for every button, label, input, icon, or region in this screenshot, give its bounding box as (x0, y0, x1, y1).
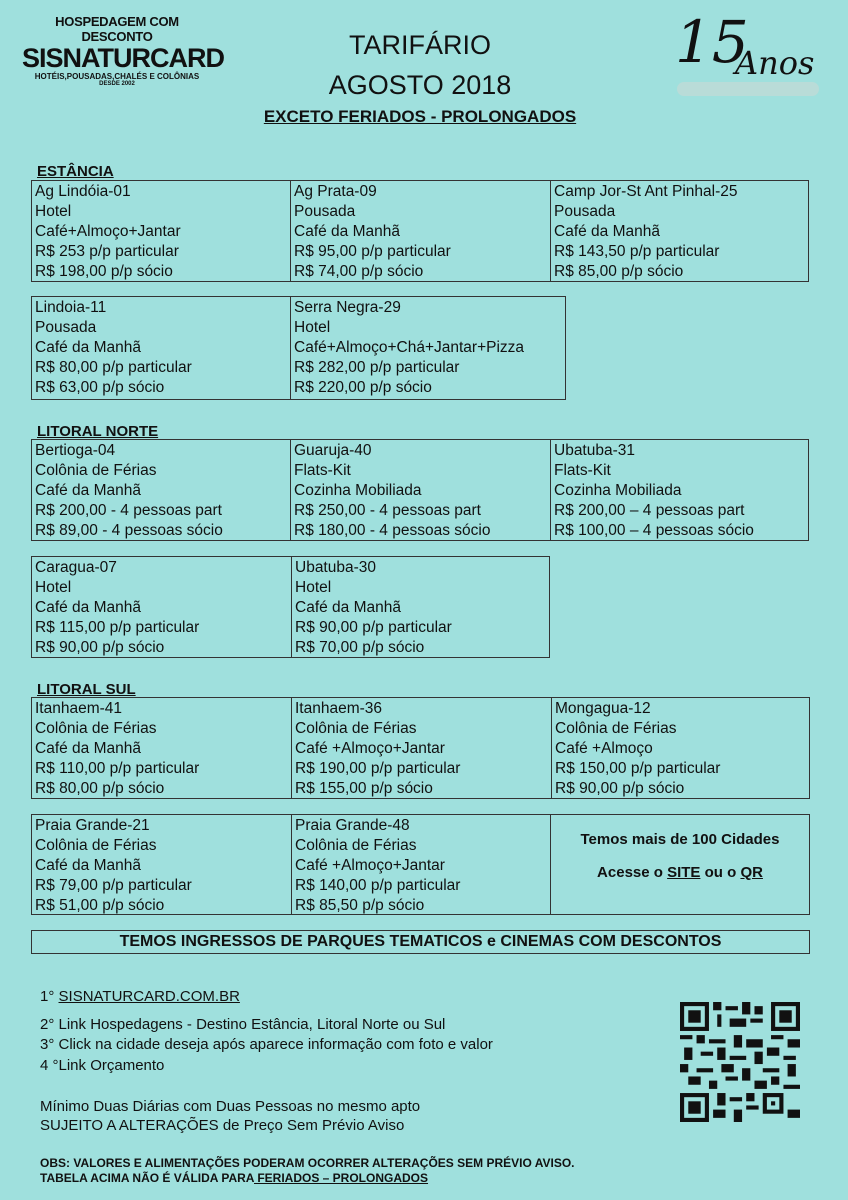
step-3: 3° Click na cidade deseja após aparece informação com foto e valor (40, 1036, 493, 1053)
offer-type: Pousada (294, 203, 356, 220)
offer-type: Colônia de Férias (295, 720, 417, 737)
offer-price-socio: R$ 74,00 p/p sócio (294, 263, 424, 280)
offer-type: Flats-Kit (294, 462, 351, 479)
offer-card (291, 697, 552, 799)
step-4: 4 °Link Orçamento (40, 1057, 165, 1074)
info-access-mid: ou o (700, 864, 741, 881)
offer-price-particular: R$ 143,50 p/p particular (554, 243, 720, 260)
offer-price-socio: R$ 80,00 p/p sócio (35, 780, 165, 797)
logo-since: DESDE 2002 (99, 81, 135, 87)
logo-brand: SISNATURCARD (22, 43, 224, 73)
promo-banner: TEMOS INGRESSOS DE PARQUES TEMATICOS e CINEMAS COM DESCONTOS (31, 930, 810, 954)
offer-city: Ubatuba-31 (554, 442, 636, 459)
offer-meals: Café da Manhã (35, 339, 141, 356)
logo-tagline: HOSPEDAGEM COM DESCONTO (55, 14, 179, 44)
anniversary-number: 15 (675, 8, 749, 76)
offer-meals: Café da Manhã (35, 599, 141, 616)
offer-card (291, 814, 551, 915)
offer-city: Itanhaem-36 (295, 700, 383, 717)
obs-line-1: OBS: VALORES E ALIMENTAÇÕES PODERAM OCORRER ALTERAÇÕES SEM PRÉVIO AVISO. (40, 1156, 575, 1170)
brand-logo (22, 14, 224, 87)
info-box (550, 814, 810, 915)
offer-meals: Café +Almoço+Jantar (295, 857, 445, 874)
offer-type: Colônia de Férias (35, 837, 157, 854)
offer-city: Serra Negra-29 (294, 299, 401, 316)
offer-card (290, 439, 551, 541)
offer-price-particular: R$ 95,00 p/p particular (294, 243, 451, 260)
obs-line-2-prefix: TABELA ACIMA NÃO É VÁLIDA PARA (40, 1171, 254, 1185)
offer-price-particular: R$ 200,00 – 4 pessoas part (554, 502, 745, 519)
offer-meals: Café da Manhã (35, 740, 141, 757)
offer-price-particular: R$ 110,00 p/p particular (35, 760, 200, 777)
offer-meals: Café da Manhã (295, 599, 401, 616)
offer-card (290, 296, 566, 400)
offer-city: Ag Prata-09 (294, 183, 377, 200)
qr-code-icon[interactable] (680, 1002, 800, 1122)
offer-city: Ubatuba-30 (295, 559, 377, 576)
offer-type: Flats-Kit (554, 462, 611, 479)
offer-meals: Cozinha Mobiliada (294, 482, 422, 499)
info-access-prefix: Acesse o (597, 864, 668, 881)
offer-meals: Café +Almoço+Jantar (295, 740, 445, 757)
offer-price-socio: R$ 220,00 p/p sócio (294, 379, 432, 396)
offer-price-socio: R$ 85,00 p/p sócio (554, 263, 684, 280)
offer-card (31, 814, 292, 915)
offer-price-particular: R$ 190,00 p/p particular (295, 760, 461, 777)
offer-meals: Café +Almoço (555, 740, 653, 757)
offer-price-socio: R$ 90,00 p/p sócio (35, 639, 165, 656)
offer-meals: Cozinha Mobiliada (554, 482, 682, 499)
anniversary-word: Anos (735, 44, 815, 82)
website-link[interactable]: SISNATURCARD.COM.BR (58, 988, 240, 1005)
offer-meals: Café da Manhã (35, 857, 141, 874)
step-2: 2° Link Hospedagens - Destino Estância, Litoral Norte ou Sul (40, 1016, 446, 1033)
offer-price-particular: R$ 140,00 p/p particular (295, 877, 461, 894)
offer-type: Colônia de Férias (295, 837, 417, 854)
section-estancia: ESTÂNCIA (37, 163, 114, 180)
note-minimum: Mínimo Duas Diárias com Duas Pessoas no mesmo apto (40, 1098, 421, 1115)
offer-price-particular: R$ 115,00 p/p particular (35, 619, 200, 636)
info-access (551, 864, 809, 881)
offer-meals: Café+Almoço+Chá+Jantar+Pizza (294, 339, 525, 356)
offer-price-particular: R$ 253 p/p particular (35, 243, 179, 260)
offer-card (550, 180, 809, 282)
step-1-prefix: 1° (40, 988, 59, 1005)
section-litoral-sul: LITORAL SUL (37, 681, 136, 698)
offer-city: Praia Grande-48 (295, 817, 410, 834)
offer-price-socio: R$ 89,00 - 4 pessoas sócio (35, 522, 223, 539)
offer-city: Camp Jor-St Ant Pinhal-25 (554, 183, 738, 200)
offer-price-socio: R$ 51,00 p/p sócio (35, 897, 165, 914)
offer-price-particular: R$ 79,00 p/p particular (35, 877, 192, 894)
offer-type: Pousada (35, 319, 97, 336)
offer-price-particular: R$ 200,00 - 4 pessoas part (35, 502, 222, 519)
offer-type: Hotel (295, 579, 332, 596)
offer-city: Lindoia-11 (35, 299, 107, 316)
offer-card (550, 439, 809, 541)
offer-price-particular: R$ 90,00 p/p particular (295, 619, 452, 636)
offer-card (31, 180, 291, 282)
offer-price-particular: R$ 80,00 p/p particular (35, 359, 192, 376)
offer-price-particular: R$ 150,00 p/p particular (555, 760, 721, 777)
page-subtitle: EXCETO FERIADOS - PROLONGADOS (263, 107, 577, 126)
offer-type: Colônia de Férias (35, 462, 157, 479)
offer-price-socio: R$ 70,00 p/p sócio (295, 639, 425, 656)
offer-price-particular: R$ 282,00 p/p particular (294, 359, 460, 376)
offer-meals: Café+Almoço+Jantar (35, 223, 181, 240)
page-title: TARIFÁRIO (348, 30, 491, 60)
info-cities: Temos mais de 100 Cidades (580, 831, 780, 848)
offer-meals: Café da Manhã (35, 482, 141, 499)
offer-meals: Café da Manhã (294, 223, 400, 240)
note-subject-to-change: SUJEITO A ALTERAÇÕES de Preço Sem Prévio Aviso (40, 1117, 405, 1134)
offer-price-socio: R$ 63,00 p/p sócio (35, 379, 165, 396)
offer-city: Praia Grande-21 (35, 817, 150, 834)
offer-type: Colônia de Férias (35, 720, 157, 737)
site-link[interactable]: SITE (667, 864, 701, 881)
offer-card (31, 556, 292, 658)
offer-city: Ag Lindóia-01 (35, 183, 131, 200)
anniversary-badge (675, 8, 820, 96)
section-litoral-norte: LITORAL NORTE (37, 423, 159, 440)
offer-city: Itanhaem-41 (35, 700, 123, 717)
offer-meals: Café da Manhã (554, 223, 660, 240)
offer-city: Guaruja-40 (294, 442, 372, 459)
offer-price-socio: R$ 180,00 - 4 pessoas sócio (294, 522, 491, 539)
offer-price-socio: R$ 198,00 p/p sócio (35, 263, 173, 280)
offer-type: Hotel (294, 319, 331, 336)
obs-holidays: FERIADOS – PROLONGADOS (254, 1171, 429, 1185)
anniversary-bar (677, 82, 819, 96)
offer-type: Hotel (35, 579, 72, 596)
offer-card (290, 180, 551, 282)
step-1 (40, 988, 240, 1005)
offer-price-socio: R$ 155,00 p/p sócio (295, 780, 433, 797)
qr-link[interactable]: QR (740, 864, 763, 881)
offer-city: Mongagua-12 (555, 700, 651, 717)
offer-type: Hotel (35, 203, 72, 220)
offer-card (551, 697, 810, 799)
offer-card (31, 296, 291, 400)
offer-city: Caragua-07 (35, 559, 117, 576)
logo-categories: HOTÉIS,POUSADAS,CHALÉS E COLÔNIAS (34, 72, 200, 81)
offer-price-socio: R$ 100,00 – 4 pessoas sócio (554, 522, 754, 539)
obs-line-2 (40, 1171, 428, 1185)
offer-type: Pousada (554, 203, 616, 220)
offer-type: Colônia de Férias (555, 720, 677, 737)
offer-price-socio: R$ 85,50 p/p sócio (295, 897, 425, 914)
offer-card (291, 556, 550, 658)
page-period: AGOSTO 2018 (328, 70, 512, 100)
offer-price-socio: R$ 90,00 p/p sócio (555, 780, 685, 797)
offer-card (31, 697, 292, 799)
offer-price-particular: R$ 250,00 - 4 pessoas part (294, 502, 481, 519)
offer-city: Bertioga-04 (35, 442, 116, 459)
offer-card (31, 439, 291, 541)
